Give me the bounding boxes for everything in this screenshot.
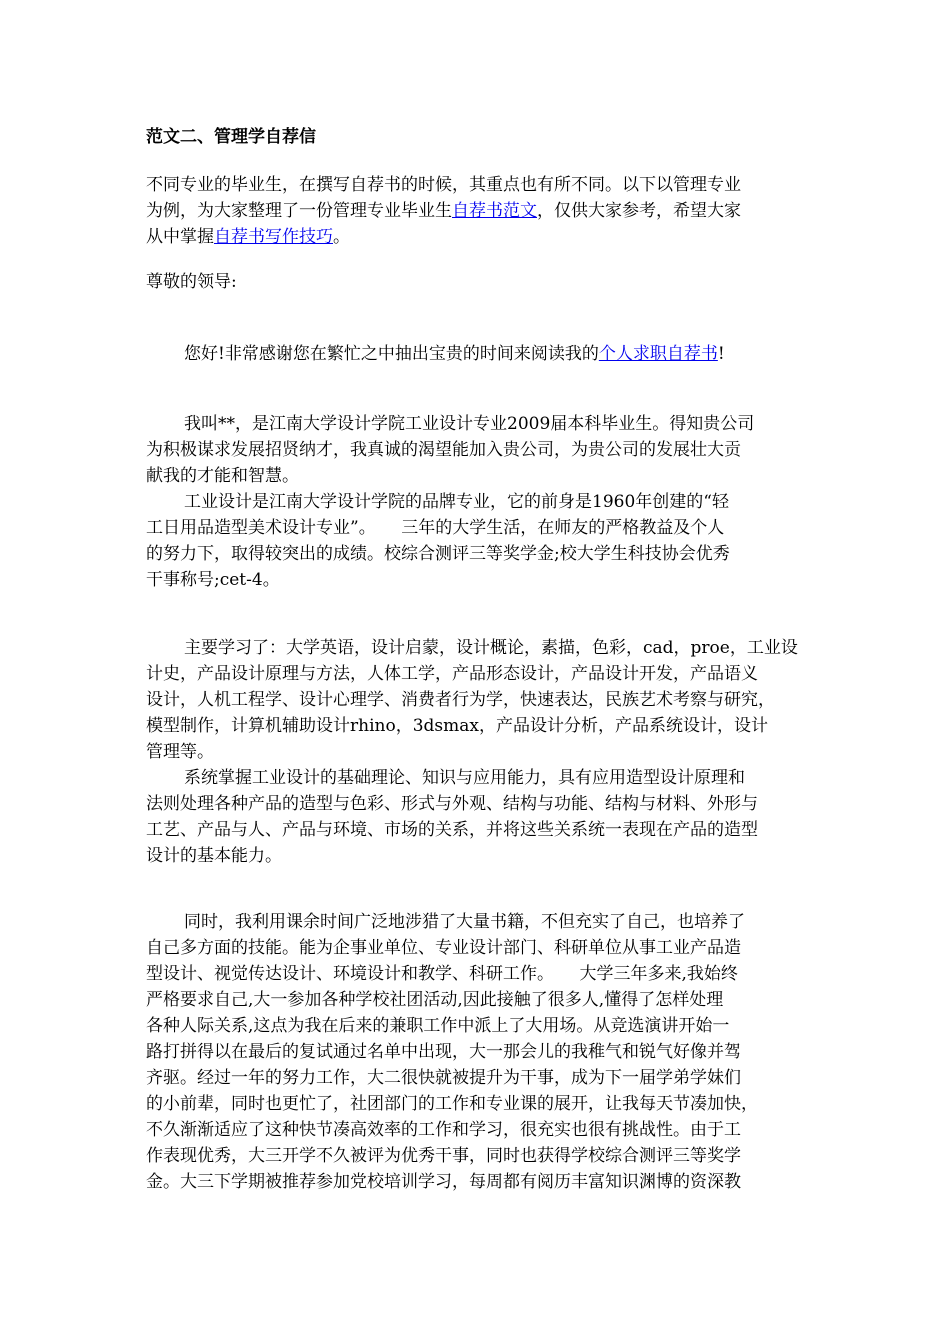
paragraph-line: 管理等。 bbox=[146, 742, 214, 762]
paragraph-line: 路打拼得以在最后的复试通过名单中出现，大一那会儿的我稚气和锐气好像并驾 bbox=[146, 1042, 741, 1062]
greeting-line bbox=[184, 341, 725, 367]
greeting-text: 您好!非常感谢您在繁忙之中抽出宝贵的时间来阅读我的 bbox=[184, 344, 599, 364]
paragraph-line: 工艺、产品与人、产品与环境、市场的关系，并将这些关系统一表现在产品的造型 bbox=[146, 820, 758, 840]
paragraph-line: 工业设计是江南大学设计学院的品牌专业，它的前身是1960年创建的“轻 bbox=[184, 492, 729, 512]
document-title: 范文二、管理学自荐信 bbox=[146, 127, 316, 147]
intro-line-1: 不同专业的毕业生，在撰写自荐书的时候，其重点也有所不同。以下以管理专业 bbox=[146, 175, 741, 195]
paragraph-line: 模型制作，计算机辅助设计rhino，3dsmax，产品设计分析，产品系统设计，设计 bbox=[146, 716, 768, 736]
personal-resume-link[interactable]: 个人求职自荐书 bbox=[598, 344, 718, 364]
intro-text: 从中掌握 bbox=[146, 227, 214, 247]
paragraph-line: 同时，我利用课余时间广泛地涉猎了大量书籍，不但充实了自己，也培养了 bbox=[184, 912, 745, 932]
paragraph-line: 我叫**，是江南大学设计学院工业设计专业2009届本科毕业生。得知贵公司 bbox=[184, 414, 755, 434]
paragraph-line: 型设计、视觉传达设计、环境设计和教学、科研工作。 大学三年多来,我始终 bbox=[146, 964, 738, 984]
paragraph-line: 作表现优秀，大三开学不久被评为优秀干事，同时也获得学校综合测评三等奖学 bbox=[146, 1146, 741, 1166]
paragraph-line: 的小前辈，同时也更忙了，社团部门的工作和专业课的展开，让我每天节凑加快， bbox=[146, 1094, 758, 1114]
paragraph-line: 自己多方面的技能。能为企事业单位、专业设计部门、科研单位从事工业产品造 bbox=[146, 938, 741, 958]
salutation: 尊敬的领导: bbox=[146, 272, 237, 292]
paragraph-line: 设计，人机工程学、设计心理学、消费者行为学，快速表达，民族艺术考察与研究， bbox=[146, 690, 775, 710]
paragraph-line: 主要学习了：大学英语，设计启蒙，设计概论，素描，色彩，cad，proe，工业设 bbox=[184, 638, 798, 658]
paragraph-line: 的努力下，取得较突出的成绩。校综合测评三等奖学金;校大学生科技协会优秀 bbox=[146, 544, 730, 564]
intro-line-3 bbox=[146, 224, 350, 250]
paragraph-line: 计史，产品设计原理与方法，人体工学，产品形态设计，产品设计开发，产品语义 bbox=[146, 664, 758, 684]
paragraph-line: 严格要求自己,大一参加各种学校社团活动,因此接触了很多人,懂得了怎样处理 bbox=[146, 990, 724, 1010]
paragraph-line: 献我的才能和智慧。 bbox=[146, 466, 299, 486]
paragraph-line: 齐驱。经过一年的努力工作，大二很快就被提升为干事，成为下一届学弟学妹们 bbox=[146, 1068, 741, 1088]
greeting-text: ! bbox=[717, 344, 725, 364]
sample-letter-link[interactable]: 自荐书范文 bbox=[452, 201, 537, 221]
paragraph-line: 法则处理各种产品的造型与色彩、形式与外观、结构与功能、结构与材料、外形与 bbox=[146, 794, 758, 814]
paragraph-line: 干事称号;cet-4。 bbox=[146, 570, 280, 590]
paragraph-line: 不久渐渐适应了这种快节凑高效率的工作和学习，很充实也很有挑战性。由于工 bbox=[146, 1120, 741, 1140]
paragraph-line: 为积极谋求发展招贤纳才，我真诚的渴望能加入贵公司，为贵公司的发展壮大贡 bbox=[146, 440, 741, 460]
intro-text: 。 bbox=[333, 227, 350, 247]
paragraph-line: 系统掌握工业设计的基础理论、知识与应用能力，具有应用造型设计原理和 bbox=[184, 768, 745, 788]
intro-line-2 bbox=[146, 198, 741, 224]
writing-tips-link[interactable]: 自荐书写作技巧 bbox=[214, 227, 333, 247]
intro-text: 为例，为大家整理了一份管理专业毕业生 bbox=[146, 201, 452, 221]
intro-text: ，仅供大家参考，希望大家 bbox=[537, 201, 741, 221]
paragraph-line: 工日用品造型美术设计专业”。 三年的大学生活，在师友的严格教益及个人 bbox=[146, 518, 725, 538]
paragraph-line: 金。大三下学期被推荐参加党校培训学习，每周都有阅历丰富知识渊博的资深教 bbox=[146, 1172, 741, 1192]
paragraph-line: 各种人际关系,这点为我在后来的兼职工作中派上了大用场。从竞选演讲开始一 bbox=[146, 1016, 730, 1036]
paragraph-line: 设计的基本能力。 bbox=[146, 846, 282, 866]
